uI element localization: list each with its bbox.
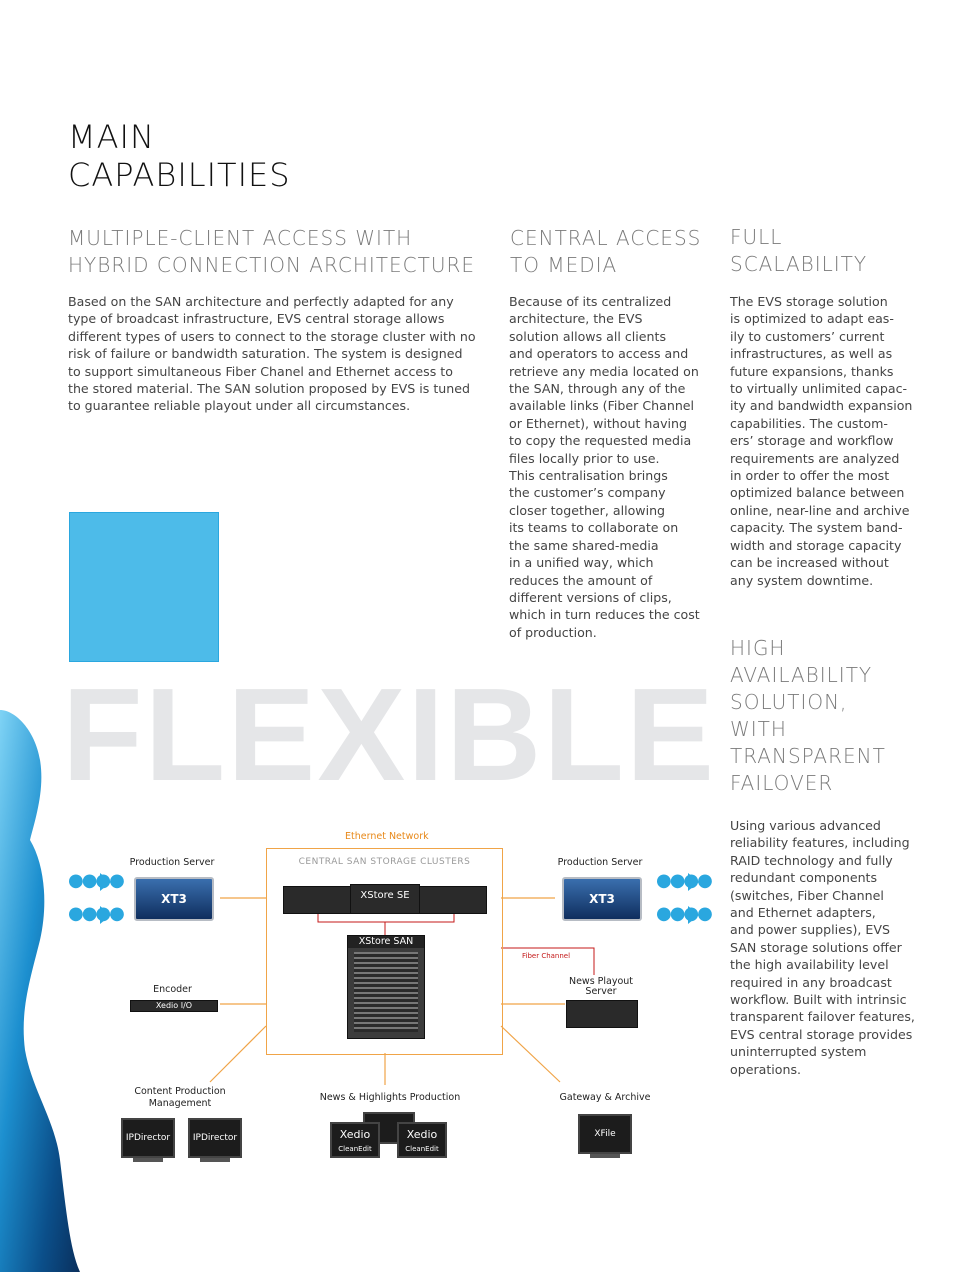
cpm-line: Management <box>148 1098 212 1109</box>
text-line: risk of failure or bandwidth saturation. The system is designed <box>68 346 463 362</box>
text-line: different versions of clips, <box>509 589 672 605</box>
text-line: to copy the requested media <box>509 433 692 449</box>
xt3-label: XT3 <box>161 892 187 906</box>
text-line: type of broadcast infrastructure, EVS central storage allows <box>68 311 445 327</box>
news-playout-server <box>566 1000 638 1028</box>
xstore-san-tower <box>347 935 425 1039</box>
xstore-se-center <box>350 884 420 914</box>
text-line: Based on the SAN architecture and perfectly adapted for any <box>68 294 454 309</box>
production-server-left <box>134 877 214 921</box>
encoder-device <box>130 1000 218 1012</box>
xt3-label: XT3 <box>589 892 615 906</box>
text-line: the stored material. The SAN solution proposed by EVS is tuned <box>68 381 470 397</box>
text-line: This centralisation brings <box>509 468 668 484</box>
news-playout-line: News Playout <box>568 976 634 987</box>
text-line: architecture, the EVS <box>509 311 643 327</box>
text-line: capacity. The system band- <box>730 520 903 536</box>
text-line: retrieve any media located on <box>509 363 699 379</box>
text-line: any system downtime. <box>730 572 874 588</box>
news-playout-line: Server <box>585 986 617 997</box>
text-line: available links (Fiber Channel <box>509 398 695 414</box>
arrow-right-bottom: ●●●● <box>656 903 711 924</box>
xfile-label: XFile <box>594 1129 616 1139</box>
text-line: is optimized to adapt eas- <box>730 311 894 327</box>
ethernet-network-label: Ethernet Network <box>345 831 429 842</box>
text-line: the SAN, through any of the <box>509 381 686 397</box>
text-line: HIGH <box>730 636 786 660</box>
gateway-archive-label: Gateway & Archive <box>559 1092 651 1103</box>
text-line: or Ethernet), without having <box>509 415 688 431</box>
page-title-line-2: CAPABILITIES <box>68 156 291 194</box>
san-title: CENTRAL SAN STORAGE CLUSTERS <box>298 857 471 867</box>
flexible-watermark: FLEXIBLE <box>62 661 717 808</box>
text-line: the same shared-media <box>509 537 659 553</box>
text-line: and operators to access and <box>509 346 689 362</box>
ipdirector-label: IPDirector <box>125 1133 171 1143</box>
text-line: AVAILABILITY <box>730 663 873 687</box>
text-line: future expansions, thanks <box>730 363 894 379</box>
encoder-device-label: Xedio I/O <box>155 1001 193 1010</box>
text-line: online, near-line and archive <box>730 502 910 518</box>
heading-line: SCALABILITY <box>730 252 868 276</box>
xedio-monitor-right <box>397 1122 447 1158</box>
encoder-label: Encoder <box>153 984 192 995</box>
text-line: reduces the amount of <box>509 572 653 588</box>
arrowhead-icon <box>688 906 699 924</box>
text-line: can be increased without <box>730 555 889 571</box>
xstore-san-drives <box>354 952 418 1032</box>
arrow-left-top: ●●●● <box>68 870 123 891</box>
fiber-channel-label: Fiber Channel <box>522 952 571 960</box>
text-line: infrastructures, as well as <box>730 346 893 362</box>
news-highlights-label: News & Highlights Production <box>319 1092 461 1103</box>
text-line: optimized balance between <box>730 485 905 501</box>
xedio-monitor-left <box>330 1122 380 1158</box>
monitor-stand <box>133 1158 163 1162</box>
text-line: solution allows all clients <box>509 328 667 344</box>
xedio-label: Xedio <box>339 1128 371 1141</box>
arrowhead-icon <box>100 873 111 891</box>
arrowhead-icon <box>100 906 111 924</box>
text-line: and power supplies), EVS <box>730 922 890 938</box>
text-line: to guarantee reliable playout under all circumstances. <box>68 398 411 414</box>
ipdirector-label: IPDirector <box>192 1133 238 1143</box>
text-line: redundant components <box>730 870 878 886</box>
text-line: WITH <box>730 717 787 741</box>
cpm-line: Content Production <box>134 1086 226 1097</box>
text-line: and Ethernet adapters, <box>730 905 876 921</box>
text-line: SOLUTION, <box>730 690 848 714</box>
text-line: the customer’s company <box>509 485 666 501</box>
heading-line: CENTRAL ACCESS <box>510 226 702 250</box>
text-line: reliability features, including <box>730 835 910 851</box>
text-line: (switches, Fiber Channel <box>730 887 884 903</box>
xstore-se-label: XStore SE <box>360 890 410 901</box>
monitor-stand <box>590 1154 620 1158</box>
arrow-left-bottom: ●●●● <box>68 903 123 924</box>
text-line: in a unified way, which <box>509 555 654 571</box>
text-line: SAN storage solutions offer <box>730 939 902 955</box>
text-line: operations. <box>730 1061 802 1077</box>
production-server-left-label: Production Server <box>129 857 215 868</box>
text-line: different types of users to connect to the storage cluster with no <box>68 328 476 344</box>
text-line: in order to offer the most <box>730 468 890 484</box>
text-line: uninterrupted system <box>730 1044 867 1060</box>
text-line: The EVS storage solution <box>730 294 888 309</box>
text-line: Because of its centralized <box>509 294 672 309</box>
xedio-label: Xedio <box>406 1128 438 1141</box>
production-server-right <box>562 877 642 921</box>
text-line: width and storage capacity <box>730 537 902 553</box>
content-production-label <box>120 1086 240 1110</box>
ipdirector-monitor-2 <box>188 1118 242 1158</box>
text-line: which in turn reduces the cost <box>509 607 700 623</box>
text-line: closer together, allowing <box>509 502 666 518</box>
xstore-san-label: XStore SAN <box>348 936 424 948</box>
text-line: Using various advanced <box>730 818 881 833</box>
xstore-se-left <box>283 886 351 914</box>
text-line: files locally prior to use. <box>509 450 660 466</box>
text-line: the high availability level <box>730 957 889 973</box>
text-line: transparent failover features, <box>730 1009 915 1025</box>
text-line: ity and bandwidth expansion <box>730 398 913 414</box>
cleanedit-label: CleanEdit <box>405 1145 439 1153</box>
text-line: of production. <box>509 624 597 640</box>
text-line: ily to customers’ current <box>730 328 885 344</box>
arrowhead-icon <box>688 873 699 891</box>
text-line: RAID technology and fully <box>730 852 893 868</box>
xstore-se-right <box>419 886 487 914</box>
text-line: requirements are analyzed <box>730 450 900 466</box>
text-line: its teams to collaborate on <box>509 520 679 536</box>
text-line: to support simultaneous Fiber Chanel and Ethernet access to <box>68 363 453 379</box>
ipdirector-monitor-1 <box>121 1118 175 1158</box>
heading-line: HYBRID CONNECTION ARCHITECTURE <box>68 253 476 277</box>
arrow-right-top: ●●●● <box>656 870 711 891</box>
heading-line: MULTIPLE-CLIENT ACCESS WITH <box>68 226 413 250</box>
text-line: TRANSPARENT <box>730 744 886 768</box>
page-title-line-1: MAIN <box>68 118 155 156</box>
text-line: FAILOVER <box>730 771 834 795</box>
monitor-stand <box>200 1158 230 1162</box>
cleanedit-label: CleanEdit <box>338 1145 372 1153</box>
xfile-monitor <box>578 1114 632 1154</box>
text-line: workflow. Built with intrinsic <box>730 992 907 1008</box>
text-line: capabilities. The custom- <box>730 415 888 431</box>
text-line: ers’ storage and workflow <box>730 433 894 449</box>
news-playout-label <box>560 977 642 997</box>
production-server-right-label: Production Server <box>557 857 643 868</box>
text-line: EVS central storage provides <box>730 1026 913 1042</box>
text-line: to virtually unlimited capac- <box>730 381 908 397</box>
text-line: required in any broadcast <box>730 974 892 990</box>
heading-line: TO MEDIA <box>510 253 618 277</box>
heading-line: FULL <box>730 225 783 249</box>
